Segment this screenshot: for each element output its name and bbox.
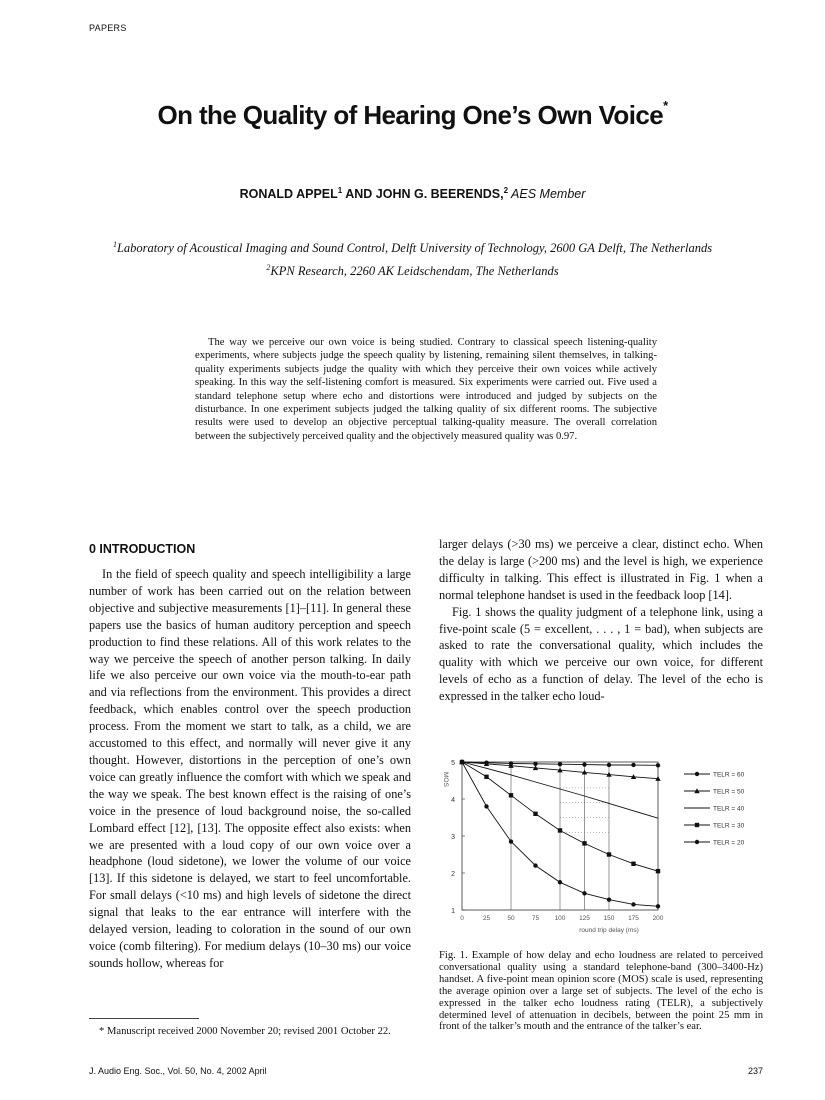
data-point bbox=[631, 763, 635, 767]
x-tick-label: 100 bbox=[554, 915, 566, 922]
journal-citation: J. Audio Eng. Soc., Vol. 50, No. 4, 2002 April bbox=[89, 1066, 267, 1076]
legend-entry: TELR = 50 bbox=[713, 788, 745, 796]
affiliation-1-text: Laboratory of Acoustical Imaging and Sound Control, Delft University of Technology, 2600 GA Delft, The Netherlands bbox=[116, 241, 713, 256]
legend-entry: TELR = 60 bbox=[713, 771, 745, 779]
author-first-sup: 1 bbox=[337, 186, 343, 195]
author-connector: AND JOHN G. BEERENDS, bbox=[342, 187, 504, 202]
body-paragraph: larger delays (>30 ms) we perceive a clear, distinct echo. When the delay is large (>200 ms) and the level is high, we experience difficulty in talking. This effect is illustrated in Fig. 1 when a normal telephone handset is used in the feedback loop [14]. bbox=[439, 537, 763, 602]
x-tick-label: 175 bbox=[628, 915, 639, 922]
data-point bbox=[533, 863, 537, 867]
legend-marker bbox=[695, 772, 699, 776]
x-tick-label: 0 bbox=[460, 915, 464, 922]
figure-1 bbox=[436, 752, 766, 942]
x-tick-label: 200 bbox=[652, 915, 664, 922]
x-tick-label: 150 bbox=[603, 915, 615, 922]
data-point bbox=[582, 841, 586, 845]
x-tick-label: 75 bbox=[531, 915, 540, 922]
legend-marker bbox=[695, 840, 699, 844]
affiliation-2 bbox=[0, 263, 825, 279]
y-tick-label: 2 bbox=[451, 871, 455, 878]
legend-entry: TELR = 20 bbox=[713, 839, 745, 847]
data-point bbox=[631, 862, 635, 866]
x-tick-label: 25 bbox=[482, 915, 491, 922]
page-number: 237 bbox=[747, 1066, 763, 1076]
affiliation-2-text: KPN Research, 2260 AK Leidschendam, The Netherlands bbox=[270, 264, 559, 279]
data-point bbox=[533, 812, 537, 816]
paper-title bbox=[0, 100, 825, 131]
x-tick-label: 50 bbox=[507, 915, 515, 922]
data-point bbox=[509, 839, 513, 843]
legend-marker bbox=[695, 823, 699, 827]
data-point bbox=[607, 852, 611, 856]
data-point bbox=[558, 880, 562, 884]
section-heading: 0 INTRODUCTION bbox=[89, 542, 196, 556]
author-first: RONALD APPEL bbox=[239, 187, 338, 202]
running-header: PAPERS bbox=[89, 23, 127, 33]
data-point bbox=[582, 762, 586, 766]
data-point bbox=[460, 760, 464, 764]
affiliation-2-sup: 2 bbox=[266, 263, 271, 272]
footnote-divider bbox=[89, 1018, 199, 1019]
data-point bbox=[558, 762, 562, 766]
body-paragraph: In the field of speech quality and speech intelligibility a large number of work has been carried out on the relation between objective and subjective measurements [1]–[11]. In general these papers use the basics of human auditory perception and speech production to find these relations. All of this work relates to the way we perceive the speech of another person talking. In daily life we also perceive our own voice via the mouth-to-ear path and via reflections from the environment. This provides a direct feedback, which enables control over the speech production process. From the moment we start to talk, as a child, we are accustomed to this effect, and normally will never give it any thought. However, distortions in the perception of one’s own voice can greatly influence the comfort with which we speak and the way we speak. The best known effect is the raising of one’s voice in the presence of loud background noise, the so-called Lombard effect [12], [13]. The opposite effect also exists: when we are presented with a loud copy of our own voice over a headphone (loud sidetone), we lower the volume of our voice [13]. If this sidetone is delayed, we start to feel uncomfortable. For small delays (<10 ms) and high levels of sidetone the direct signal that leaks to the ear entrance will interfere with the delayed version, leading to coloration in the sound of our own voice (comb filtering). For medium delays (10–30 ms) our voice sounds hollow, whereas for bbox=[89, 567, 411, 970]
data-point bbox=[656, 904, 660, 908]
title-text: On the Quality of Hearing One’s Own Voice bbox=[157, 100, 664, 130]
data-point bbox=[509, 793, 513, 797]
author-membership: AES Member bbox=[508, 187, 586, 202]
mos-delay-chart bbox=[436, 752, 766, 942]
legend-entry: TELR = 30 bbox=[713, 822, 745, 830]
data-point bbox=[631, 902, 635, 906]
data-point bbox=[582, 891, 586, 895]
legend-entry: TELR = 40 bbox=[713, 805, 745, 813]
data-point bbox=[607, 897, 611, 901]
data-point bbox=[558, 828, 562, 832]
footnote: * Manuscript received 2000 November 20; revised 2001 October 22. bbox=[99, 1026, 391, 1037]
data-point bbox=[607, 763, 611, 767]
y-tick-label: 4 bbox=[451, 797, 455, 804]
y-tick-label: 3 bbox=[451, 834, 455, 841]
x-axis-label: round trip delay (ms) bbox=[579, 927, 639, 934]
data-point bbox=[484, 804, 488, 808]
y-tick-label: 5 bbox=[451, 760, 455, 767]
figure-caption: Fig. 1. Example of how delay and echo loudness are related to perceived conversational quality using a standard telephone-band (300–3400-Hz) handset. A five-point mean opinion score (MOS) scale is used, representing the average opinion over a large set of subjects. The level of the echo is expressed in the talker echo loudness rating (TELR), a subjectively determined level of attenuation in decibels, between the point 25 mm in front of the talker’s mouth and the entrance of the talker’s ear. bbox=[439, 950, 763, 1033]
body-column-right bbox=[439, 536, 763, 705]
y-tick-label: 1 bbox=[451, 908, 455, 915]
author-line bbox=[0, 186, 825, 201]
y-axis-label: MOS bbox=[442, 772, 449, 787]
affiliation-1-sup: 1 bbox=[112, 240, 117, 249]
affiliation-1 bbox=[0, 240, 825, 256]
data-point bbox=[656, 763, 660, 767]
author-second-sup: 2 bbox=[503, 186, 509, 195]
title-footnote-marker: * bbox=[663, 98, 668, 113]
body-column-left bbox=[89, 566, 411, 972]
abstract: The way we perceive our own voice is being studied. Contrary to classical speech listening-quality experiments, where subjects judge the speech quality by listening, remaining silent themselves, in talking-quality experiments subjects judge the quality with which they perceive their own voices while actively speaking. In this way the self-listening comfort is measured. Six experiments were carried out. Five used a standard telephone setup where echo and distortions were introduced and judged by subjects on the disturbance. In one experiment subjects judged the talking quality of six different rooms. The subjective results were used to develop an objective perceptual talking-quality measure. The overall correlation between the subjectively perceived quality and the objectively measured quality was 0.97. bbox=[195, 337, 657, 442]
x-tick-label: 125 bbox=[579, 915, 590, 922]
body-paragraph: Fig. 1 shows the quality judgment of a telephone link, using a five-point scale (5 = excellent, . . . , 1 = bad), when subjects are asked to rate the conversational quality, which includes the quality with which we perceive our own voice, for different levels of echo as a function of delay. The level of the echo is expressed in the talker echo loud- bbox=[439, 604, 763, 704]
data-point bbox=[656, 869, 660, 873]
data-point bbox=[484, 775, 488, 779]
